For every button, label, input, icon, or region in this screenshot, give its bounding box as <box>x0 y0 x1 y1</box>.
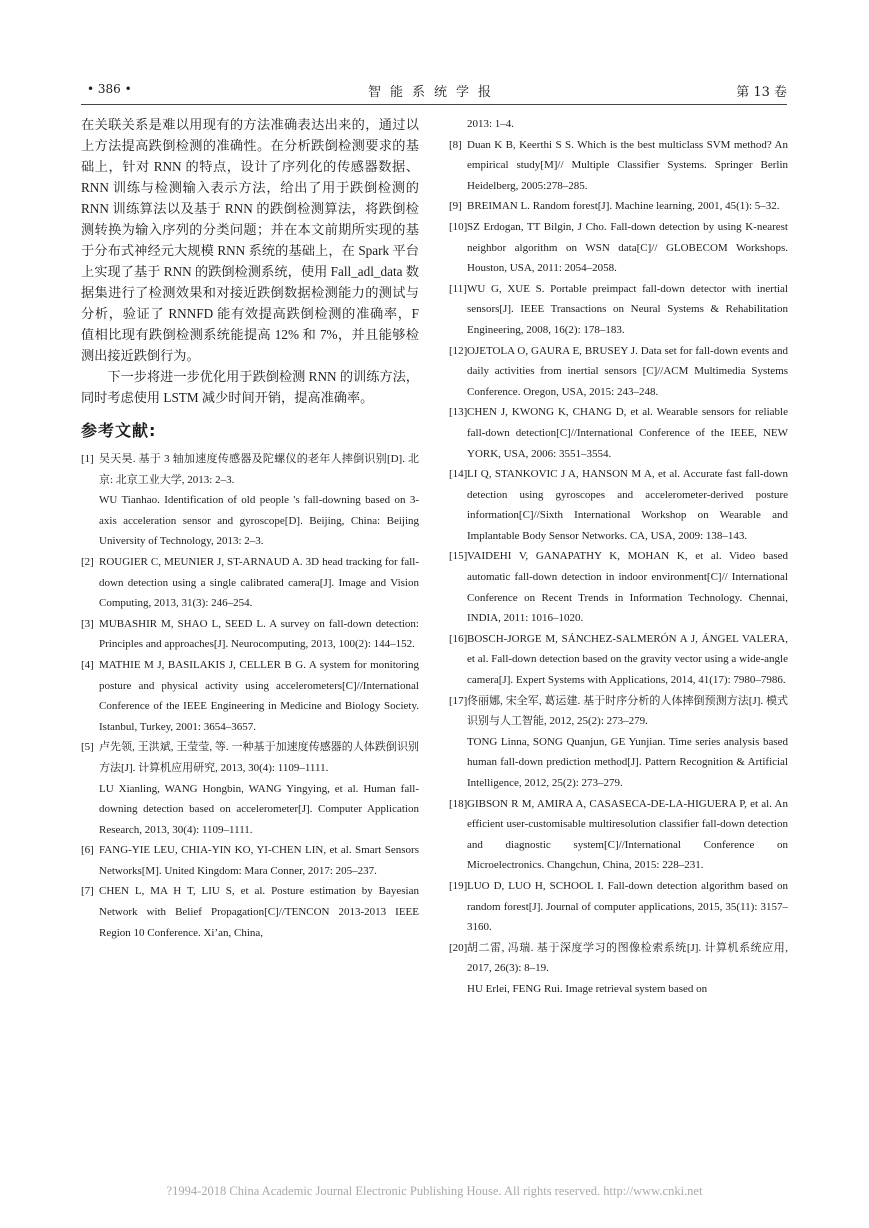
reference-number: [11] <box>449 282 467 295</box>
reference-number: [1] <box>81 453 94 465</box>
reference-item <box>449 196 788 217</box>
reference-text: LUO D, LUO H, SCHOOL I. Fall-down detection algorithm based on random forest[J]. Journal of computer applications, 2015, 35(11): 3157–3160. <box>467 879 788 934</box>
reference-item <box>449 464 788 546</box>
references-heading: 参考文献: <box>81 421 157 440</box>
copyright-footer: ?1994-2018 China Academic Journal Electronic Publishing House. All rights reserved. http://www.cnki.net <box>166 1184 703 1198</box>
reference-item <box>81 881 419 943</box>
reference-text: LU Xianling, WANG Hongbin, WANG Yingying, et al. Human fall-downing detection based on accelerometer[J]. Computer Application Research, 2013, 30(4): 1109–1111. <box>99 782 419 836</box>
reference-number: [14] <box>449 468 468 481</box>
reference-item <box>449 876 788 938</box>
reference-item <box>449 938 788 1000</box>
reference-number: [17] <box>449 694 468 707</box>
reference-text: Duan K B, Keerthi S S. Which is the best multiclass SVM method? An empirical study[M]// Multiple Classifier Systems. Springer Berlin Heidelberg, 2005:278–285. <box>467 138 788 192</box>
reference-text: FANG-YIE LEU, CHIA-YIN KO, YI-CHEN LIN, et al. Smart Sensors Networks[M]. United Kingdom: Mara Conner, 2017: 205–237. <box>99 844 419 877</box>
reference-text: GIBSON R M, AMIRA A, CASASECA-DE-LA-HIGUERA P, et al. An efficient user-customisable multiresolution classifier fall-down detection and diagnostic system[C]//International Conference on Microelectronics. Changchun, China, 2015: 228–231. <box>467 797 788 872</box>
body-paragraph: 在关联关系是难以用现有的方法准确表达出来的，通过以上方法提高跌倒检测的准确性。在分析跌倒检测要求的基础上，针对 RNN 的特点，设计了序列化的传感器数据、RNN 训练与检测输入表示方法，给出了用于跌倒检测的 RNN 训练算法以及基于 RNN 的跌倒检测算法，将跌倒检测转换为输入序列的分类问题；并在本文前期所实现的基于分布式神经元大规模 RNN 系统的基础上，在 Spark 平台上实现了基于 RNN 的跌倒检测系统，使用 Fall_adl_data 数据集进行了检测效果和对接近跌倒数据检测能力的测试与分析，验证了 RNNFD 能有效提高跌倒检测的准确率，F 值相比现有跌倒检测系统能提高 12% 和 7%，并且能够检测出接近跌倒行为。 <box>81 117 419 363</box>
reference-item <box>449 217 788 279</box>
reference-item <box>449 114 788 135</box>
reference-text: TONG Linna, SONG Quanjun, GE Yunjian. Time series analysis based human fall-down prediction method[J]. Pattern Recognition & Artificial Intelligence, 2012, 25(2): 273–279. <box>467 735 788 789</box>
reference-text: 胡二雷, 冯瑞. 基于深度学习的图像检索系统[J]. 计算机系统应用, 2017, 26(3): 8–19. <box>467 941 788 975</box>
body-paragraph: 下一步将进一步优化用于跌倒检测 RNN 的训练方法，同时考虑使用 LSTM 减少时间开销，提高准确率。 <box>81 369 419 405</box>
reference-item <box>449 279 788 341</box>
reference-item <box>449 402 788 464</box>
volume-label: 第 13 卷 <box>736 85 787 100</box>
reference-text: OJETOLA O, GAURA E, BRUSEY J. Data set for fall-down events and daily activities from inertial sensors [C]//ACM Multimedia Systems Conference. Oregon, USA, 2015: 243–248. <box>467 344 788 398</box>
reference-item <box>81 737 419 840</box>
reference-number: [13] <box>449 406 468 419</box>
reference-item <box>81 552 419 614</box>
page-number: • 386 • <box>87 82 132 96</box>
reference-number: [18] <box>449 797 468 810</box>
header-rule <box>81 104 787 105</box>
reference-item <box>81 614 419 655</box>
reference-number: [15] <box>449 550 468 563</box>
right-column <box>449 114 788 1000</box>
reference-text: LI Q, STANKOVIC J A, HANSON M A, et al. Accurate fast fall-down detection using gyroscopes and accelerometer-derived posture information[C]//Sixth International Workshop on Wearable and Implantable Body Sensor Networks. CA, USA, 2009: 138–143. <box>467 468 788 542</box>
reference-text: CHEN L, MA H T, LIU S, et al. Posture estimation by Bayesian Network with Belief Propagation[C]//TENCON 2013-2013 IEEE Region 10 Conference. Xi’an, China, <box>99 885 419 939</box>
reference-number: [10] <box>449 220 468 233</box>
reference-item <box>449 341 788 403</box>
reference-number: [8] <box>449 138 462 151</box>
reference-text: WU Tianhao. Identification of old people 's fall-downing based on 3-axis acceleration sensor and gyroscope[D]. Beijing, China: Beijing University of Technology, 2013: 2–3. <box>99 494 419 548</box>
reference-item <box>449 691 788 794</box>
reference-text: BOSCH-JORGE M, SÁNCHEZ-SALMERÓN A J, ÁNGEL VALERA, et al. Fall-down detection based on the gravity vector using a wide-angle camera[J]. Expert Systems with Applications, 2014, 41(17): 7980–7986. <box>467 632 788 687</box>
reference-item <box>81 840 419 881</box>
reference-number: [4] <box>81 658 94 671</box>
left-column <box>81 114 419 943</box>
reference-item <box>449 629 788 691</box>
reference-text: ROUGIER C, MEUNIER J, ST-ARNAUD A. 3D head tracking for fall-down detection using a single calibrated camera[J]. Image and Vision Computing, 2013, 31(3): 246–254. <box>99 555 419 610</box>
reference-list-left <box>81 449 419 943</box>
conclusion-text <box>81 114 419 408</box>
running-header <box>81 80 787 102</box>
reference-text: BREIMAN L. Random forest[J]. Machine learning, 2001, 45(1): 5–32. <box>467 200 780 213</box>
reference-number: [5] <box>81 741 94 754</box>
reference-text: 卢先领, 王洪斌, 王莹莹, 等. 一种基于加速度传感器的人体跌倒识别方法[J]. 计算机应用研究, 2013, 30(4): 1109–1111. <box>99 741 419 774</box>
reference-text: 佟丽娜, 宋全军, 葛运建. 基于时序分析的人体摔倒预测方法[J]. 模式识别与人工智能, 2012, 25(2): 273–279. <box>467 694 788 728</box>
reference-item <box>81 449 419 552</box>
reference-text: 2013: 1–4. <box>467 118 515 130</box>
reference-item <box>449 135 788 197</box>
reference-number: [7] <box>81 885 94 898</box>
reference-number: [2] <box>81 555 94 568</box>
reference-text: MATHIE M J, BASILAKIS J, CELLER B G. A system for monitoring posture and physical activity using accelerometers[C]//International Conference of the IEEE Engineering in Medicine and Biology Society. Istanbul, Turkey, 2001: 3654–3657. <box>99 658 419 733</box>
reference-text: SZ Erdogan, TT Bilgin, J Cho. Fall-down detection by using K-nearest neighbor algorithm on WSN data[C]// GLOBECOM Workshops. Houston, USA, 2011: 2054–2058. <box>467 220 788 275</box>
reference-item <box>81 655 419 737</box>
reference-number: [19] <box>449 879 468 892</box>
reference-text: 吴天昊. 基于 3 轴加速度传感器及陀螺仪的老年人摔倒识别[D]. 北京: 北京工业大学, 2013: 2–3. <box>99 453 419 486</box>
reference-text: WU G, XUE S. Portable preimpact fall-down detector with inertial sensors[J]. IEEE Transactions on Neural Systems & Rehabilitation Engineering, 2008, 16(2): 178–183. <box>467 282 788 336</box>
reference-number: [3] <box>81 617 94 630</box>
reference-text: HU Erlei, FENG Rui. Image retrieval system based on <box>467 982 708 995</box>
reference-text: CHEN J, KWONG K, CHANG D, et al. Wearable sensors for reliable fall-down detection[C]//International Conference of the IEEE, NEW YORK, USA, 2006: 3551–3554. <box>467 406 788 460</box>
reference-text: VAIDEHI V, GANAPATHY K, MOHAN K, et al. Video based automatic fall-down detection in indoor environment[C]// International Conference on Recent Trends in Information Technology. Chennai, INDIA, 2011: 1016–1020. <box>467 550 788 625</box>
reference-number: [12] <box>449 344 468 357</box>
reference-number: [20] <box>449 941 468 954</box>
reference-item <box>449 546 788 628</box>
reference-item <box>449 794 788 876</box>
reference-list-right <box>449 114 788 1000</box>
journal-title: 智能系统学报 <box>367 85 500 100</box>
reference-number: [6] <box>81 844 94 857</box>
reference-number: [16] <box>449 632 468 645</box>
reference-number: [9] <box>449 200 462 213</box>
reference-text: MUBASHIR M, SHAO L, SEED L. A survey on fall-down detection: Principles and approaches[J]. Neurocomputing, 2013, 100(2): 144–152. <box>99 617 419 651</box>
